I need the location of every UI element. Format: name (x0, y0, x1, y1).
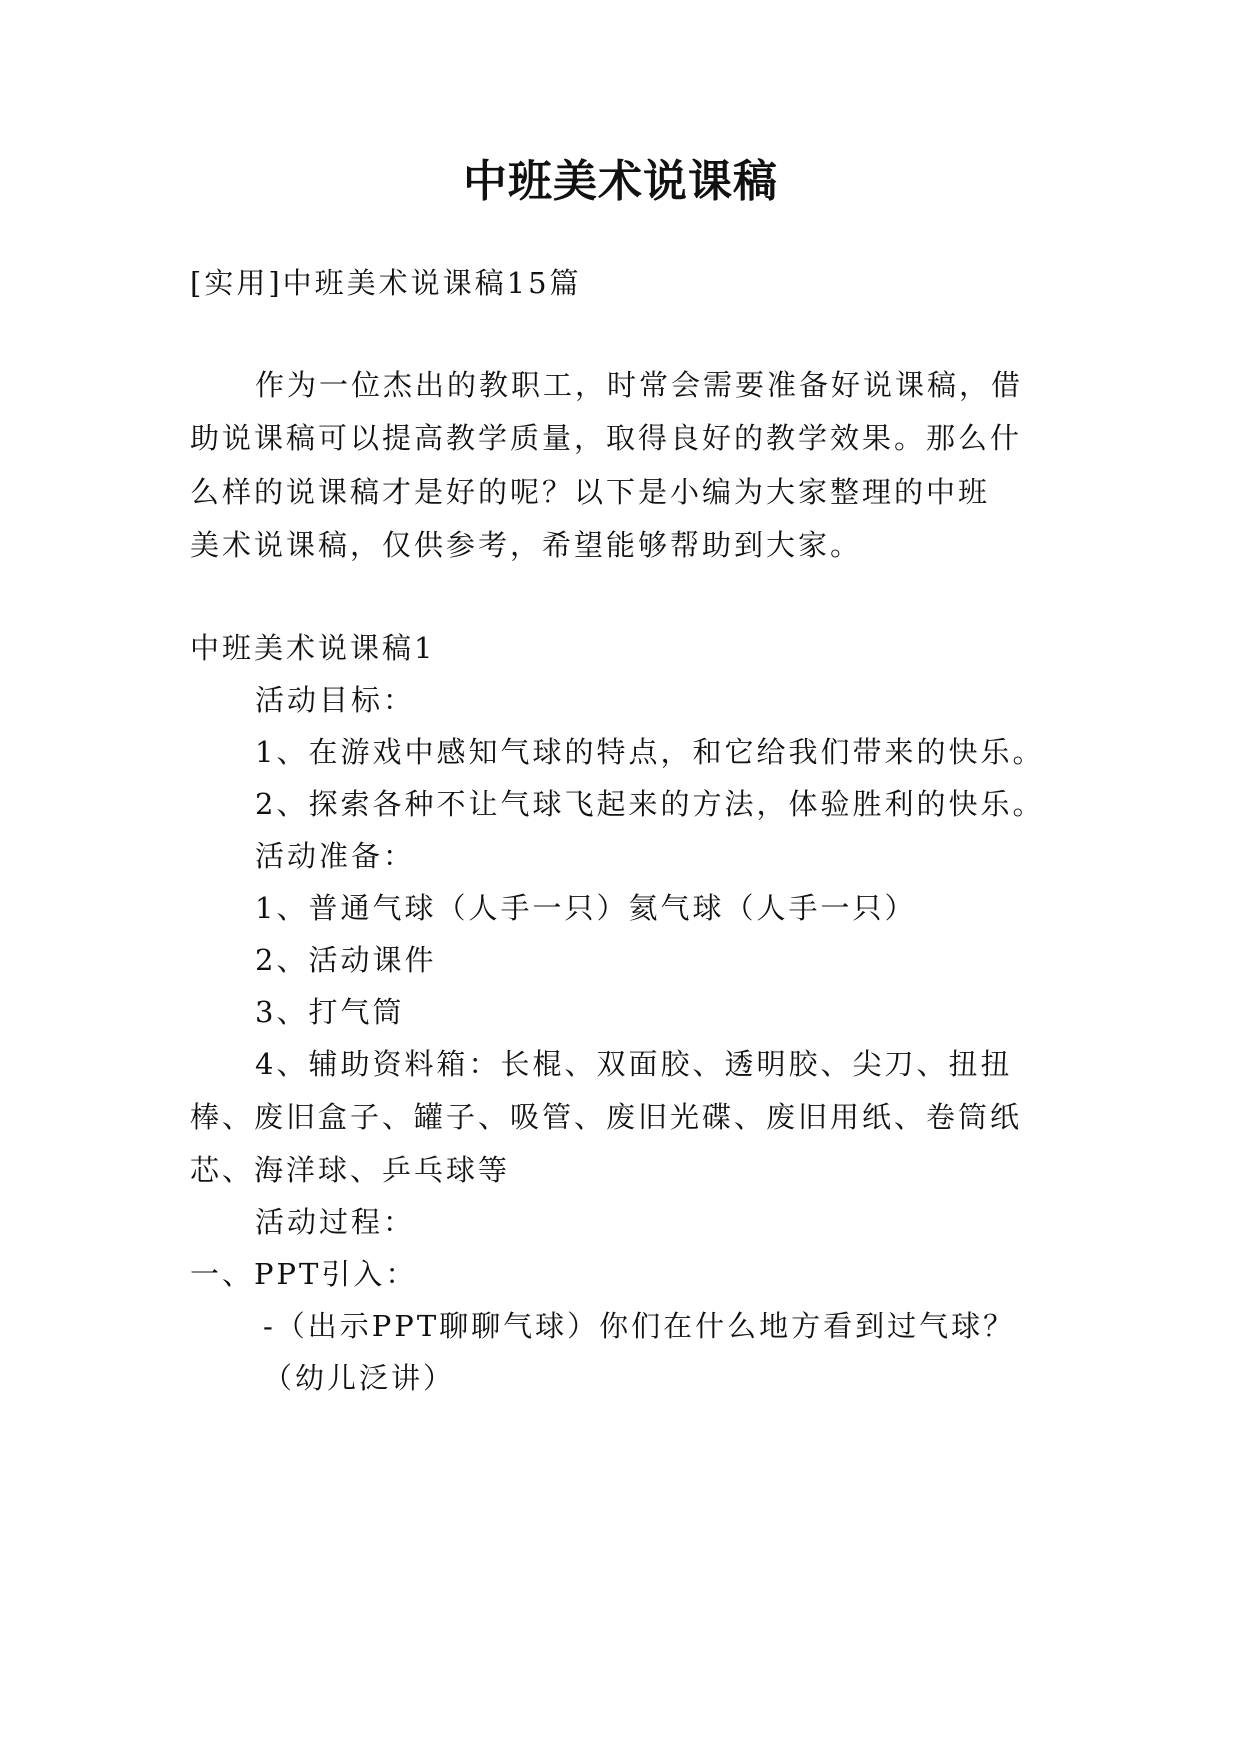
intro-line: 助说课稿可以提高教学质量，取得良好的教学效果。那么什 (190, 421, 1023, 455)
section-heading: 中班美术说课稿1 (190, 631, 436, 665)
prep-item: 3、打气筒 (255, 995, 405, 1029)
prep-item: 2、活动课件 (255, 943, 437, 977)
step-heading: 一、PPT引入： (190, 1257, 418, 1291)
prep-item-line: 棒、废旧盒子、罐子、吸管、废旧光碟、废旧用纸、卷筒纸 (190, 1100, 1023, 1134)
prep-item: 1、普通气球（人手一只）氦气球（人手一只） (255, 891, 917, 925)
goal-heading: 活动目标： (255, 683, 416, 717)
process-heading: 活动过程： (255, 1205, 416, 1239)
prep-heading: 活动准备： (255, 839, 416, 873)
step-line: （幼儿泛讲） (263, 1361, 456, 1395)
document-subtitle: [实用]中班美术说课稿15篇 (190, 266, 582, 300)
prep-item-line: 4、辅助资料箱：长棍、双面胶、透明胶、尖刀、扭扭 (255, 1047, 1013, 1081)
intro-line: 美术说课稿，仅供参考，希望能够帮助到大家。 (190, 528, 863, 562)
goal-item: 1、在游戏中感知气球的特点，和它给我们带来的快乐。 (255, 735, 1045, 769)
intro-line: 作为一位杰出的教职工，时常会需要准备好说课稿，借 (255, 368, 1024, 402)
prep-item-line: 芯、海洋球、乒乓球等 (190, 1153, 511, 1187)
step-line: -（出示PPT聊聊气球）你们在什么地方看到过气球？ (263, 1309, 1016, 1343)
intro-line: 么样的说课稿才是好的呢？以下是小编为大家整理的中班 (190, 475, 991, 509)
page-title: 中班美术说课稿 (463, 156, 778, 207)
goal-item: 2、探索各种不让气球飞起来的方法，体验胜利的快乐。 (255, 787, 1045, 821)
